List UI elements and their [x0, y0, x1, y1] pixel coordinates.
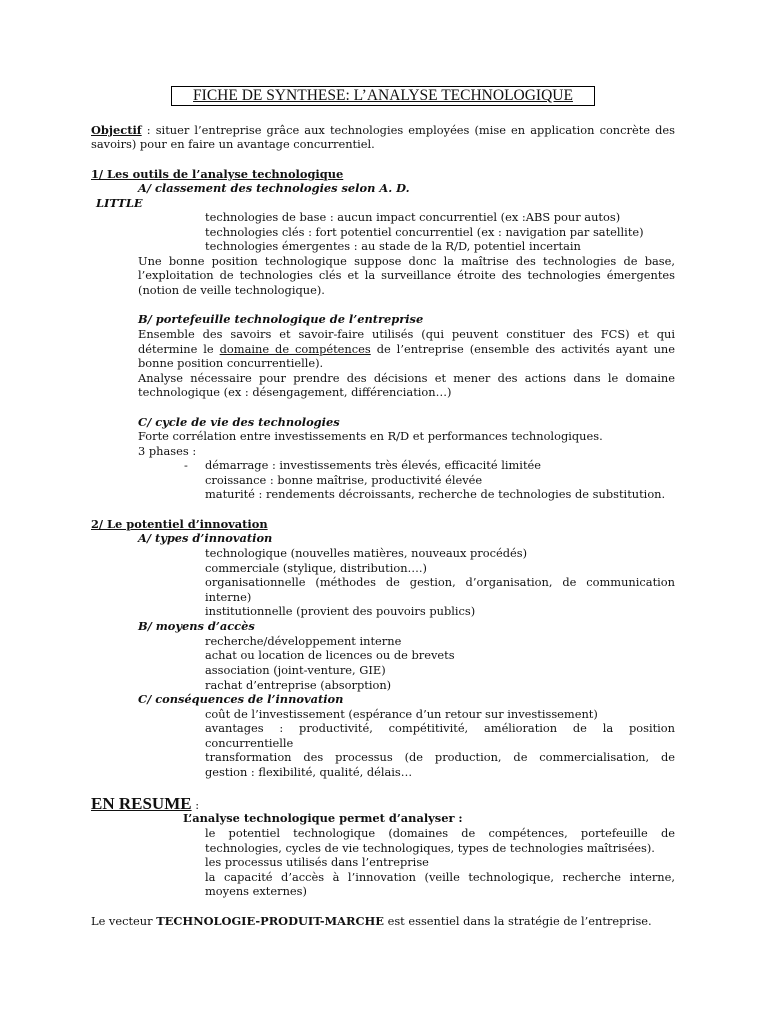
- objectif-text-1: : situer l’entreprise grâce aux technologies employées (mise en application concrète des: [141, 123, 675, 137]
- section-1c-heading: C/ cycle de vie des technologies: [138, 415, 340, 429]
- paragraph-line: [138, 342, 675, 357]
- list-item: technologies, cycles de vie technologiques, types de technologies maîtrisées).: [205, 841, 655, 855]
- section-1b-heading: B/ portefeuille technologique de l’entreprise: [138, 312, 424, 326]
- list-item: technologies clés : fort potentiel concurrentiel (ex : navigation par satellite): [205, 225, 644, 239]
- paragraph-line: technologique (ex : désengagement, différenciation…): [138, 385, 452, 399]
- list-item: les processus utilisés dans l’entreprise: [205, 855, 429, 869]
- page-title: [171, 86, 595, 106]
- list-item: concurrentielle: [205, 736, 294, 750]
- objectif-label: Objectif: [91, 123, 142, 137]
- paragraph-line: bonne position concurrentielle).: [138, 356, 324, 370]
- list-item: technologique (nouvelles matières, nouveaux procédés): [205, 546, 528, 560]
- conclusion-line: [91, 914, 652, 929]
- list-item: maturité : rendements décroissants, recherche de technologies de substitution.: [205, 487, 666, 501]
- objectif-line-2: savoirs) pour en faire un avantage concurrentiel.: [91, 137, 375, 151]
- list-item: croissance : bonne maîtrise, productivité élevée: [205, 473, 483, 487]
- resume-heading: EN RESUME: [91, 794, 192, 813]
- page-title-text: FICHE DE SYNTHESE: L’ANALYSE TECHNOLOGIQUE: [193, 87, 573, 104]
- list-item: coût de l’investissement (espérance d’un retour sur investissement): [205, 707, 598, 721]
- objectif-line-1: [91, 123, 675, 138]
- list-item: le potentiel technologique (domaines de compétences, portefeuille de: [205, 826, 675, 840]
- list-item: avantages : productivité, compétitivité, amélioration de la position: [205, 721, 675, 735]
- paragraph-text: de l’entreprise (ensemble des activités ayant une: [370, 342, 675, 356]
- bullet-dash: -: [184, 458, 188, 472]
- paragraph-line: 3 phases :: [138, 444, 197, 458]
- paragraph-text: détermine le: [138, 342, 220, 356]
- list-item: organisationnelle (méthodes de gestion, d’organisation, de communication: [205, 575, 675, 589]
- section-1a-heading: A/ classement des technologies selon A. D.: [138, 181, 410, 195]
- list-item: institutionnelle (provient des pouvoirs publics): [205, 604, 476, 618]
- conclusion-text: est essentiel dans la stratégie de l’entreprise.: [383, 914, 652, 928]
- list-item: moyens externes): [205, 884, 307, 898]
- list-item: transformation des processus (de production, de commercialisation, de: [205, 750, 675, 764]
- resume-colon: :: [191, 798, 200, 812]
- list-item: commerciale (stylique, distribution….): [205, 561, 427, 575]
- list-item: recherche/développement interne: [205, 634, 402, 648]
- section-1-heading: 1/ Les outils de l’analyse technologique: [91, 167, 344, 181]
- list-item: achat ou location de licences ou de brevets: [205, 648, 455, 662]
- section-2-heading: 2/ Le potentiel d’innovation: [91, 517, 268, 531]
- list-item: rachat d’entreprise (absorption): [205, 678, 392, 692]
- paragraph-line: (notion de veille technologique).: [138, 283, 325, 297]
- paragraph-line: Analyse nécessaire pour prendre des décisions et mener des actions dans le domaine: [138, 371, 675, 385]
- section-2c-heading: C/ conséquences de l’innovation: [138, 692, 344, 706]
- paragraph-line: Forte corrélation entre investissements en R/D et performances technologiques.: [138, 429, 603, 443]
- list-item: association (joint-venture, GIE): [205, 663, 386, 677]
- section-1a-heading-cont: LITTLE: [96, 196, 143, 210]
- conclusion-key-term: TECHNOLOGIE-PRODUIT-MARCHE: [156, 914, 384, 928]
- list-item: la capacité d’accès à l’innovation (veille technologique, recherche interne,: [205, 870, 675, 884]
- list-item: gestion : flexibilité, qualité, délais…: [205, 765, 413, 779]
- list-item: démarrage : investissements très élevés, efficacité limitée: [205, 458, 542, 472]
- list-item: interne): [205, 590, 252, 604]
- paragraph-line: l’exploitation de technologies clés et la surveillance étroite des technologies émergentes: [138, 268, 675, 282]
- section-2a-heading: A/ types d’innovation: [138, 531, 273, 545]
- domaine-competences-term: domaine de compétences: [219, 342, 371, 356]
- paragraph-line: Ensemble des savoirs et savoir-faire utilisés (qui peuvent constituer des FCS) et qui: [138, 327, 675, 341]
- list-item: technologies émergentes : au stade de la R/D, potentiel incertain: [205, 239, 581, 253]
- section-2b-heading: B/ moyens d’accès: [138, 619, 255, 633]
- paragraph-line: Une bonne position technologique suppose donc la maîtrise des technologies de base,: [138, 254, 675, 268]
- resume-intro: L’analyse technologique permet d’analyser :: [183, 811, 463, 825]
- list-item: technologies de base : aucun impact concurrentiel (ex :ABS pour autos): [205, 210, 621, 224]
- conclusion-text: Le vecteur: [91, 914, 157, 928]
